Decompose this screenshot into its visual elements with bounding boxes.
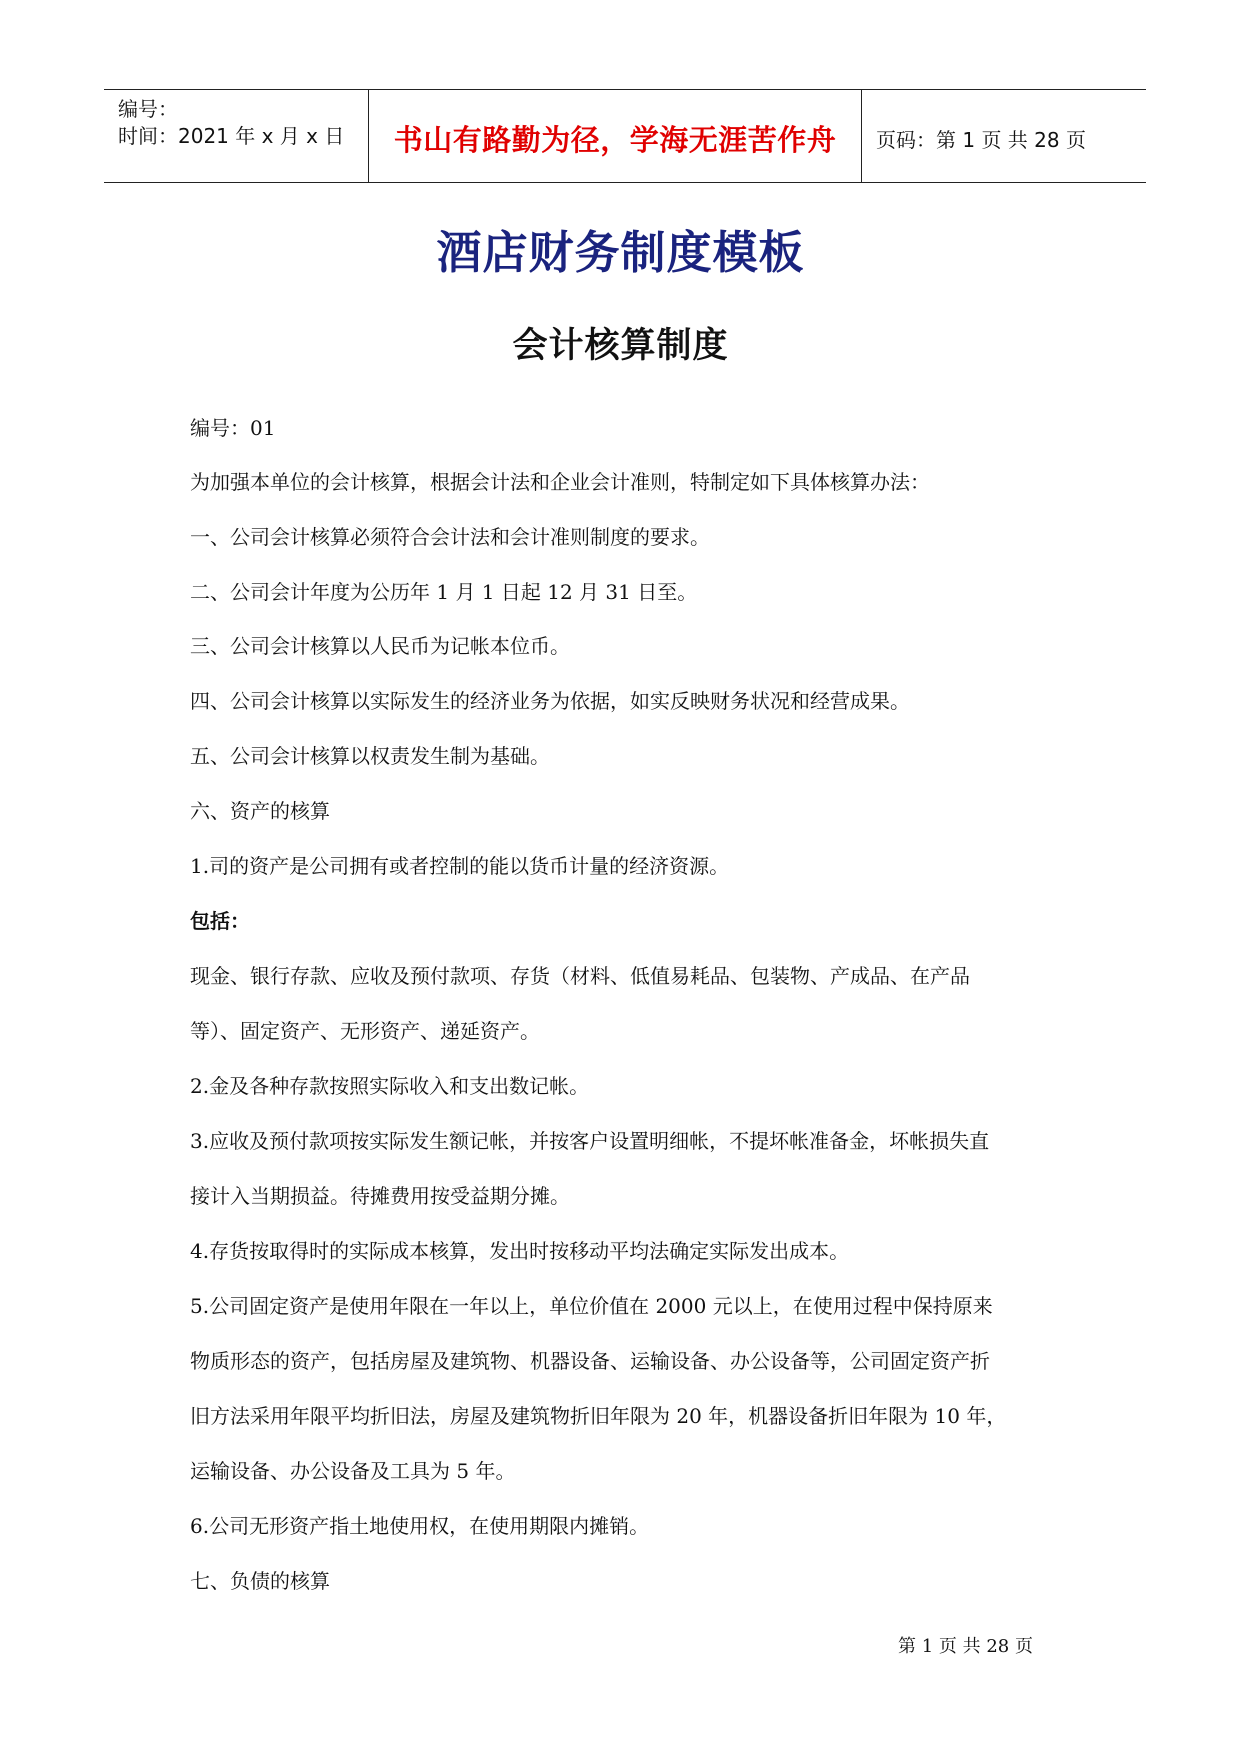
body-line: 1.司的资产是公司拥有或者控制的能以货币计量的经济资源。 — [190, 854, 730, 878]
body-line: 等）、固定资产、无形资产、递延资产。 — [190, 1019, 540, 1043]
body-line: 六、资产的核算 — [190, 799, 330, 823]
page-info: 页码：第 1 页 共 28 页 — [876, 128, 1086, 152]
body-line: 5.公司固定资产是使用年限在一年以上，单位价值在 2000 元以上，在使用过程中保持原来 — [190, 1294, 993, 1318]
document-title: 酒店财务制度模板 — [436, 226, 805, 279]
body-line: 五、公司会计核算以权责发生制为基础。 — [190, 744, 550, 768]
body-line: 一、公司会计核算必须符合会计法和会计准则制度的要求。 — [190, 525, 710, 549]
header-left-cell — [104, 90, 369, 182]
page-footer: 第 1 页 共 28 页 — [898, 1636, 1033, 1657]
body-line: 物质形态的资产，包括房屋及建筑物、机器设备、运输设备、办公设备等，公司固定资产折 — [190, 1349, 990, 1373]
body-line: 现金、银行存款、应收及预付款项、存货（材料、低值易耗品、包装物、产成品、在产品 — [190, 964, 970, 988]
body-line: 包括： — [190, 909, 250, 933]
header-middle-cell — [369, 90, 862, 182]
body-line: 运输设备、办公设备及工具为 5 年。 — [190, 1459, 516, 1483]
number-label: 编号： — [118, 97, 178, 121]
motto: 书山有路勤为径，学海无涯苦作舟 — [393, 123, 837, 157]
body-line: 3.应收及预付款项按实际发生额记帐，并按客户设置明细帐，不提坏帐准备金，坏帐损失直 — [190, 1129, 990, 1153]
body-line: 编号：01 — [190, 416, 276, 440]
time-label: 时间：2021 年 x 月 x 日 — [118, 124, 345, 148]
body-line: 四、公司会计核算以实际发生的经济业务为依据，如实反映财务状况和经营成果。 — [190, 689, 910, 713]
body-line: 6.公司无形资产指土地使用权，在使用期限内摊销。 — [190, 1514, 650, 1538]
body-line: 二、公司会计年度为公历年 1 月 1 日起 12 月 31 日至。 — [190, 580, 698, 604]
header-table — [104, 89, 1146, 183]
body-line: 三、公司会计核算以人民币为记帐本位币。 — [190, 634, 570, 658]
body-line: 2.金及各种存款按照实际收入和支出数记帐。 — [190, 1074, 590, 1098]
body-line: 接计入当期损益。待摊费用按受益期分摊。 — [190, 1184, 570, 1208]
header-right-cell — [862, 90, 1146, 182]
document-subtitle: 会计核算制度 — [512, 325, 729, 366]
body-line: 为加强本单位的会计核算，根据会计法和企业会计准则，特制定如下具体核算办法： — [190, 470, 930, 494]
body-line: 4.存货按取得时的实际成本核算，发出时按移动平均法确定实际发出成本。 — [190, 1239, 850, 1263]
body-line: 旧方法采用年限平均折旧法，房屋及建筑物折旧年限为 20 年，机器设备折旧年限为 10 年， — [190, 1404, 1007, 1428]
body-line: 七、负债的核算 — [190, 1569, 330, 1593]
